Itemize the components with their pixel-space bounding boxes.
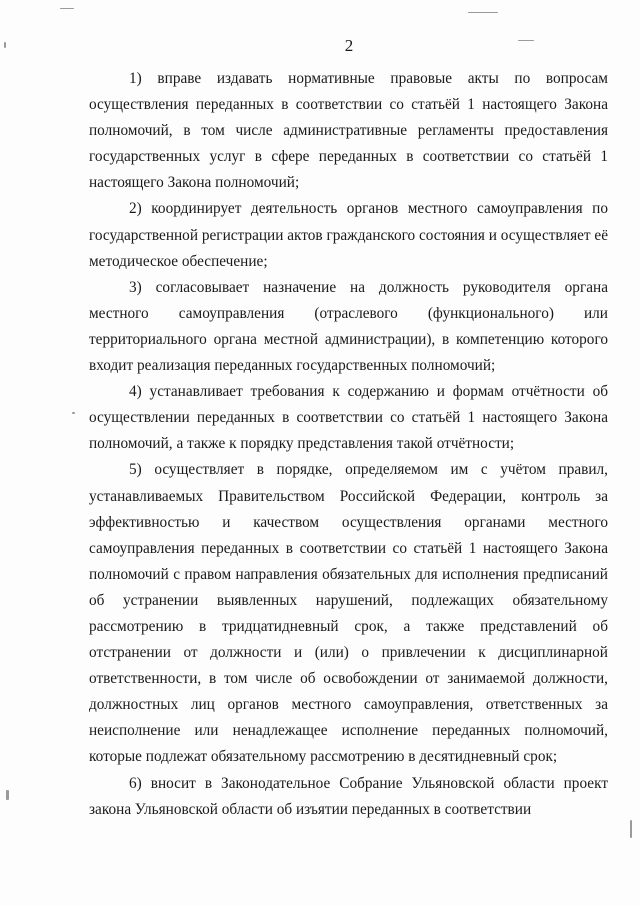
scan-mark: [60, 8, 74, 9]
scan-mark: [630, 820, 632, 838]
scan-mark: [6, 790, 9, 800]
scan-mark: [468, 12, 498, 13]
paragraph-item-6: 6) вносит в Законодательное Собрание Ульяновской области проект закона Ульяновской области об изъятии переданных в соответствии: [89, 774, 608, 818]
paragraph-item-3: 3) согласовывает назначение на должность руководителя органа местного самоуправления (отраслевого (функционального) или территориального органа местной администрации), в компетенцию которого входит реализация переданных государственных полномочий;: [89, 278, 608, 375]
paragraph-item-2: 2) координирует деятельность органов местного самоуправления по государственной регистрации актов гражданского состояния и осуществляет её методическое обеспечение;: [89, 200, 608, 270]
document-body: [89, 66, 608, 823]
page-number: 2: [344, 36, 354, 55]
paragraph-item-5: 5) осуществляет в порядке, определяемом им с учётом правил, устанавливаемых Правительством Российской Федерации, контроль за эффективностью и качеством осуществления органами местного самоуправления переданных в соответствии со статьёй 1 настоящего Закона полномочий с правом направления обязательных для исполнения предписаний об устранении выявленных нарушений, подлежащих обязательному рассмотрению в тридцатидневный срок, а также представлений об отстранении от должности и (или) о привлечении к дисциплинарной ответственности, в том числе об освобождении от занимаемой должности, должностных лиц органов местного самоуправления, ответственных за неисполнение или ненадлежащее исполнение переданных полномочий, которые подлежат обязательному рассмотрению в десятидневный срок;: [89, 461, 608, 766]
scan-mark: [72, 412, 75, 414]
paragraph-item-4: 4) устанавливает требования к содержанию и формам отчётности об осуществлении переданных в соответствии со статьёй 1 настоящего Закона полномочий, а также к порядку представления такой отчётности;: [89, 383, 608, 453]
paragraph-item-1: 1) вправе издавать нормативные правовые акты по вопросам осуществления переданных в соответствии со статьёй 1 настоящего Закона полномочий, в том числе административные регламенты предоставления государственных услуг в сфере переданных в соответствии со статьёй 1 настоящего Закона полномочий;: [89, 70, 608, 192]
